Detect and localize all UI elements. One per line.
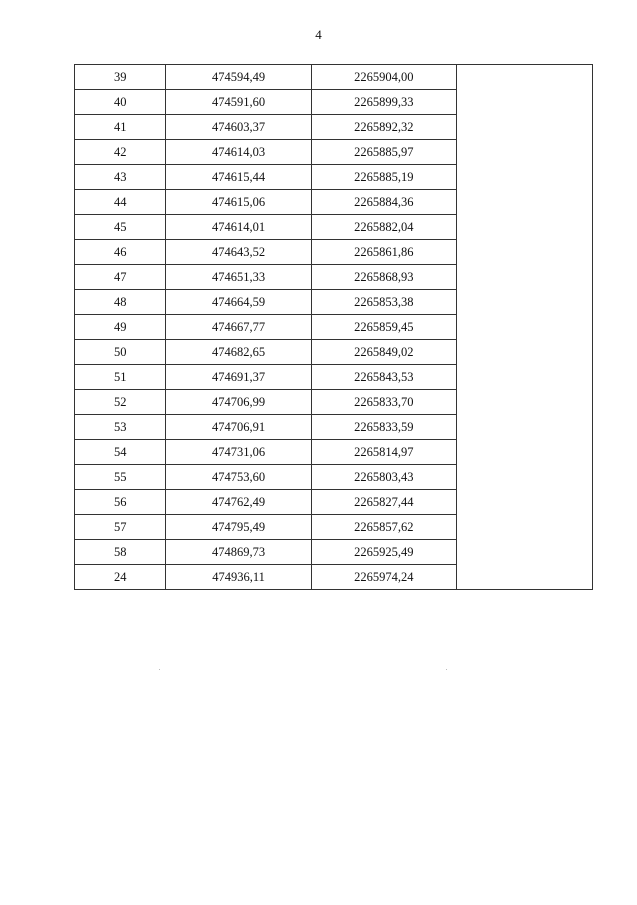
scan-speck: [446, 669, 447, 670]
x-coordinate-cell: 474706,91: [166, 415, 311, 440]
y-coordinate-cell: 2265814,97: [311, 440, 456, 465]
x-coordinate-cell: 474615,06: [166, 190, 311, 215]
point-number-cell: 42: [75, 140, 166, 165]
x-coordinate-cell: 474795,49: [166, 515, 311, 540]
point-number-cell: 54: [75, 440, 166, 465]
y-coordinate-cell: 2265857,62: [311, 515, 456, 540]
x-coordinate-cell: 474651,33: [166, 265, 311, 290]
y-coordinate-cell: 2265861,86: [311, 240, 456, 265]
y-coordinate-cell: 2265849,02: [311, 340, 456, 365]
y-coordinate-cell: 2265925,49: [311, 540, 456, 565]
point-number-cell: 48: [75, 290, 166, 315]
point-number-cell: 51: [75, 365, 166, 390]
y-coordinate-cell: 2265833,59: [311, 415, 456, 440]
point-number-cell: 50: [75, 340, 166, 365]
point-number-cell: 53: [75, 415, 166, 440]
y-coordinate-cell: 2265974,24: [311, 565, 456, 590]
x-coordinate-cell: 474731,06: [166, 440, 311, 465]
point-number-cell: 58: [75, 540, 166, 565]
y-coordinate-cell: 2265853,38: [311, 290, 456, 315]
page-number: 4: [315, 27, 322, 42]
point-number-cell: 57: [75, 515, 166, 540]
coordinates-table-body: [75, 65, 593, 590]
point-number-cell: 40: [75, 90, 166, 115]
x-coordinate-cell: 474936,11: [166, 565, 311, 590]
y-coordinate-cell: 2265885,97: [311, 140, 456, 165]
x-coordinate-cell: 474591,60: [166, 90, 311, 115]
x-coordinate-cell: 474643,52: [166, 240, 311, 265]
y-coordinate-cell: 2265803,43: [311, 465, 456, 490]
y-coordinate-cell: 2265859,45: [311, 315, 456, 340]
x-coordinate-cell: 474706,99: [166, 390, 311, 415]
coordinates-table: [74, 64, 593, 590]
y-coordinate-cell: 2265833,70: [311, 390, 456, 415]
point-number-cell: 52: [75, 390, 166, 415]
x-coordinate-cell: 474664,59: [166, 290, 311, 315]
x-coordinate-cell: 474691,37: [166, 365, 311, 390]
point-number-cell: 47: [75, 265, 166, 290]
notes-cell: [457, 65, 593, 590]
scan-speck: [159, 669, 160, 670]
y-coordinate-cell: 2265868,93: [311, 265, 456, 290]
x-coordinate-cell: 474603,37: [166, 115, 311, 140]
x-coordinate-cell: 474762,49: [166, 490, 311, 515]
x-coordinate-cell: 474614,03: [166, 140, 311, 165]
y-coordinate-cell: 2265827,44: [311, 490, 456, 515]
x-coordinate-cell: 474667,77: [166, 315, 311, 340]
point-number-cell: 45: [75, 215, 166, 240]
point-number-cell: 41: [75, 115, 166, 140]
x-coordinate-cell: 474869,73: [166, 540, 311, 565]
point-number-cell: 39: [75, 65, 166, 90]
point-number-cell: 24: [75, 565, 166, 590]
point-number-cell: 49: [75, 315, 166, 340]
y-coordinate-cell: 2265882,04: [311, 215, 456, 240]
point-number-cell: 46: [75, 240, 166, 265]
x-coordinate-cell: 474615,44: [166, 165, 311, 190]
y-coordinate-cell: 2265843,53: [311, 365, 456, 390]
point-number-cell: 44: [75, 190, 166, 215]
y-coordinate-cell: 2265885,19: [311, 165, 456, 190]
y-coordinate-cell: 2265892,32: [311, 115, 456, 140]
x-coordinate-cell: 474594,49: [166, 65, 311, 90]
y-coordinate-cell: 2265899,33: [311, 90, 456, 115]
point-number-cell: 55: [75, 465, 166, 490]
table-row: [75, 65, 593, 90]
x-coordinate-cell: 474753,60: [166, 465, 311, 490]
y-coordinate-cell: 2265904,00: [311, 65, 456, 90]
x-coordinate-cell: 474682,65: [166, 340, 311, 365]
point-number-cell: 43: [75, 165, 166, 190]
y-coordinate-cell: 2265884,36: [311, 190, 456, 215]
point-number-cell: 56: [75, 490, 166, 515]
x-coordinate-cell: 474614,01: [166, 215, 311, 240]
